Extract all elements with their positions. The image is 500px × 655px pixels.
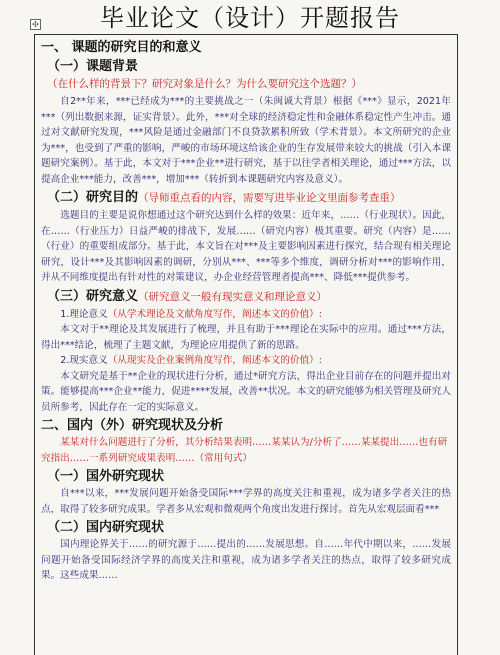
practice-label: 2.现实意义	[60, 355, 108, 366]
significance-heading	[47, 288, 451, 306]
practice-note: （从现实及企业案例角度写作，阐述本文的价值）:	[107, 355, 323, 366]
table-move-handle-icon[interactable]: ✣	[30, 19, 41, 30]
background-note: （在什么样的背景下？研究对象是什么？为什么要研究这个选题？）	[47, 78, 362, 90]
practice-significance-heading	[60, 353, 451, 369]
purpose-label: （二）研究目的	[47, 190, 139, 205]
theory-note: （从学术理论及文献角度写作，阐述本文的价值）:	[107, 308, 323, 320]
foreign-research-paragraph: 自***以来，***发展问题开始备受国际***学界的高度关注和重视，成为诸多学者关注的热点，取得了较多研究成果。学者多从宏观和微观两个角度出发进行探讨。首先从宏观层面看***	[41, 488, 451, 515]
purpose-paragraph: 选题目的主要是说你想通过这个研究达到什么样的效果：近年来，……（行业现状）。因此，在……（行业压力）日益严峻的排战下，发展……（研究内容）极其重要。研究（内容）是……（行业）的重要组成部分。基于此，本文旨在对***及主要影响因素进行探究，结合现有相关理论研究，设计***及其影响因素的调研，分别从***、***等多个维度，调研分析对***的影响作用，并从不同维度提出有针对性的对策建议，办企业经营管理者提高***、降低***提供参考。	[41, 210, 451, 283]
theory-significance-heading	[60, 307, 451, 323]
background-heading	[47, 58, 451, 93]
common-phrases-note: 某某对什么问题进行了分析，其分析结果表明……某某认为/分析了……某某提出……也有研究指出……一系列研究成果表明……（常用句式）	[41, 437, 448, 464]
purpose-heading	[47, 189, 451, 207]
practice-paragraph: 本文研究是基于**企业的现状进行分析，通过*研究方法，得出企业目前存在的问题并提出对策。能够提高***企业**能力，促进****发展，改善**状况。本文的研究能够为相关管理及研究人员所参考，因此存在一定的实际意义。	[41, 370, 451, 413]
domestic-research-paragraph: 国内理论界关于……的研究源于……提出的……发展思想。自……年代中期以来，……发展问题开始备受国际经济学界的高度关注和重视，成为诸多学者关注的热点，取得了较多研究成果。这些成果……	[41, 539, 451, 581]
significance-note: （研究意义一般有现实意义和理论意义）	[138, 290, 328, 303]
theory-paragraph: 本文对于**理论及其发展进行了梳理，并且有助于***理论在实际中的应用。通过***方法，得出***结论，梳理了主题文献，为理论应用提供了新的思路。	[41, 324, 451, 351]
theory-label: 1.理论意义	[60, 308, 108, 320]
report-table-cell	[34, 34, 458, 655]
background-label: （一）课题背景	[47, 59, 139, 74]
section2-heading: 二、国内（外）研究现状及分析	[41, 418, 224, 433]
section1-heading: 一、 课题的研究目的和意义	[41, 40, 202, 55]
page-title: 毕业论文（设计）开题报告	[100, 4, 400, 32]
foreign-research-heading: （一）国外研究现状	[47, 469, 165, 484]
domestic-research-heading: （二）国内研究现状	[47, 520, 165, 535]
significance-label: （三）研究意义	[47, 288, 139, 304]
document-page	[0, 2, 500, 655]
purpose-note: （导师重点看的内容，需要写进毕业论文里面参考查重）	[138, 192, 401, 204]
background-paragraph: 自2**年来，***已经成为***的主要挑战之一（朱闽诚大背景）根据《***》显示，2021年***（列出数据来源，证实背景）。此外，***对全球的经济稳定性和金融体系稳定性产生冲击。通过对文献研究发现，***风险是通过金融部门不良贷款累积所致（学术背景）。本文所研究的企业为***，也受到了严重的影响，严峻的市场环境这给该企业的生存发展带来较大的挑战（引入本课题研究案例）。基于此，本文对于***企业**进行研究，基于以往学者相关理论，通过***方法，以提高企业***能力，改善***，增加***（转折到本课题研究内容及意义）。	[41, 96, 451, 185]
